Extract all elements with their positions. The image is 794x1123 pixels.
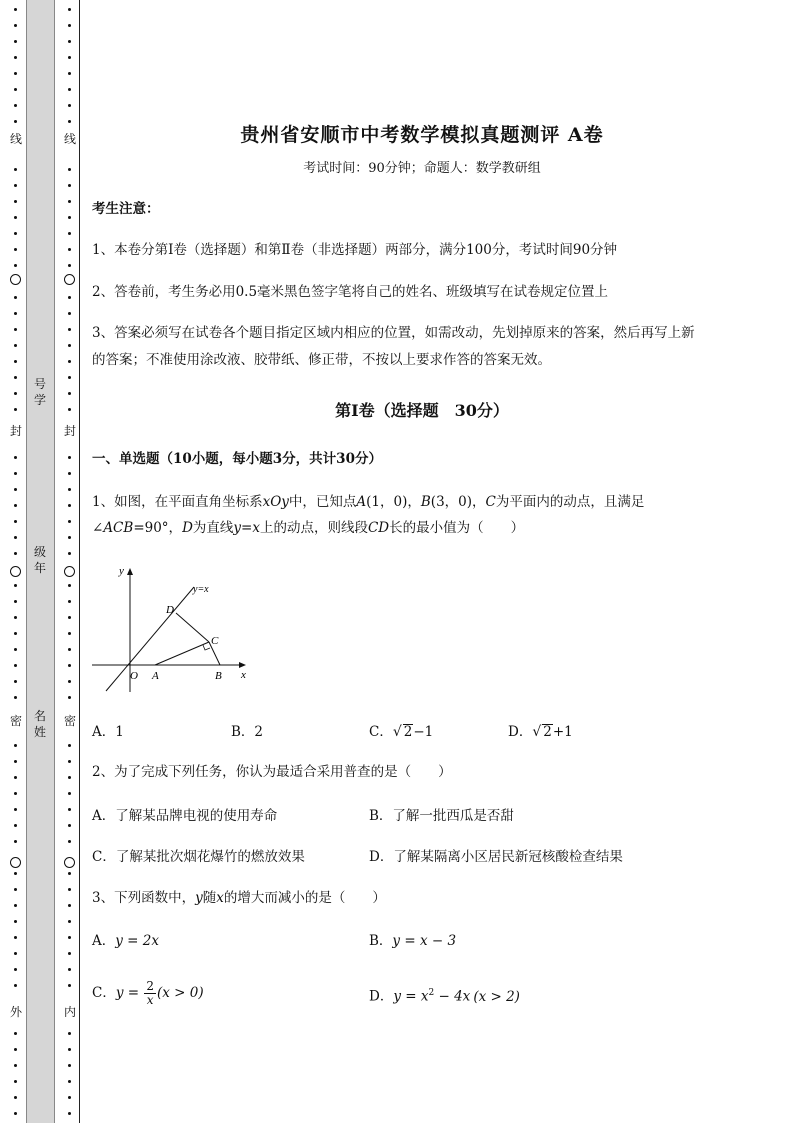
- inner-mark-seal: 封: [63, 424, 76, 438]
- cut-line-dot: [14, 536, 17, 539]
- cut-line-dot: [68, 632, 71, 635]
- cut-line-dot: [14, 552, 17, 555]
- cut-line-dot: [68, 72, 71, 75]
- cut-line-dot: [14, 328, 17, 331]
- cut-line-dot: [14, 184, 17, 187]
- q3-text: 的增大而减小的是（ ）: [223, 890, 386, 906]
- q3-option-d-condition: (x > 2): [473, 988, 520, 1005]
- label-point-c: C: [211, 635, 219, 647]
- q1-point-d: D: [182, 520, 193, 536]
- q3-option-d-label: D．: [369, 988, 394, 1005]
- q1-option-d-radicand: 2: [543, 724, 552, 740]
- cut-line-dot: [14, 680, 17, 683]
- q3-option-d-y: y = x: [393, 988, 429, 1005]
- q1-text: 中，已知点: [288, 494, 357, 510]
- cut-line-dot: [14, 1096, 17, 1099]
- cut-line-dot: [14, 1032, 17, 1035]
- segment-ac: [155, 642, 209, 665]
- cut-line-dot: [68, 344, 71, 347]
- cut-line-dot: [68, 520, 71, 523]
- cut-line-dot: [68, 296, 71, 299]
- cut-line-dot: [14, 584, 17, 587]
- cut-line-dot: [68, 104, 71, 107]
- q2-option-a[interactable]: A．了解某品牌电视的使用寿命: [92, 808, 278, 824]
- cut-line-dot: [14, 360, 17, 363]
- q1-option-c-radicand: 2: [403, 724, 413, 740]
- cut-line-dot: [68, 840, 71, 843]
- q1-line-eq: y=x: [233, 520, 260, 536]
- cut-line-dot: [14, 696, 17, 699]
- cut-line-dot: [14, 408, 17, 411]
- cut-line-dot: [14, 808, 17, 811]
- cut-line-dot: [14, 392, 17, 395]
- cut-line-dot: [68, 1064, 71, 1067]
- cut-line-dot: [14, 1048, 17, 1051]
- inner-mark-secret: 密: [63, 714, 76, 728]
- q1-option-d-rest: +1: [552, 724, 573, 740]
- q1-text: 为平面内的动点，且满足: [495, 494, 645, 510]
- cut-line-dot: [68, 680, 71, 683]
- cut-line-dot: [14, 984, 17, 987]
- field-grade: [28, 544, 52, 576]
- cut-line-dot: [14, 72, 17, 75]
- binding-hole-circle: [10, 566, 21, 577]
- label-point-a: A: [152, 670, 159, 682]
- q1-option-c-label: C．: [369, 724, 393, 740]
- cut-line-dot: [68, 488, 71, 491]
- field-student-number-text: 号学: [33, 377, 46, 407]
- cut-line-dot: [68, 232, 71, 235]
- q3-option-b[interactable]: [369, 931, 456, 951]
- cut-line-dot: [68, 536, 71, 539]
- q3-option-b-expr: y = x − 3: [392, 933, 457, 949]
- cut-line-dot: [68, 360, 71, 363]
- label-y: y: [119, 565, 124, 577]
- q3-option-c-y: y =: [115, 985, 140, 1001]
- cut-line-dot: [68, 392, 71, 395]
- q2-option-c[interactable]: C．了解某批次烟花爆竹的燃放效果: [92, 849, 305, 865]
- q1-text: =90°，: [133, 520, 183, 536]
- cut-line-dot: [14, 904, 17, 907]
- q3-option-a-label: A．: [92, 933, 116, 949]
- outer-mark-secret: 密: [9, 714, 22, 728]
- label-line-eq: y=x: [193, 584, 209, 595]
- q1-point-b: B: [420, 494, 431, 510]
- right-angle-mark: [203, 645, 210, 650]
- cut-line-dot: [14, 504, 17, 507]
- cut-line-dot: [14, 648, 17, 651]
- cut-line-dot: [14, 520, 17, 523]
- cut-line-dot: [68, 1096, 71, 1099]
- q3-option-a[interactable]: [92, 931, 159, 951]
- cut-line-dot: [14, 264, 17, 267]
- cut-line-dot: [14, 120, 17, 123]
- q1-xoy: xOy: [262, 494, 289, 510]
- coordinate-figure: [92, 560, 252, 700]
- field-name-text: 名姓: [33, 709, 46, 739]
- line-y-equals-x: [106, 587, 194, 691]
- cut-line-dot: [68, 744, 71, 747]
- cut-line-dot: [14, 456, 17, 459]
- q2-option-b[interactable]: B．了解一批西瓜是否甜: [369, 808, 514, 824]
- cut-line-dot: [14, 616, 17, 619]
- cut-line-dot: [68, 792, 71, 795]
- fraction-denominator: x: [146, 993, 154, 1007]
- cut-line-dot: [68, 760, 71, 763]
- q1-stem-line1: [92, 489, 644, 516]
- cut-line-dot: [14, 216, 17, 219]
- cut-line-dot: [68, 920, 71, 923]
- cut-line-dot: [68, 88, 71, 91]
- cut-line-dot: [68, 8, 71, 11]
- exponent: 2: [428, 988, 435, 998]
- q3-var-x: x: [216, 890, 224, 906]
- cut-line-dot: [68, 120, 71, 123]
- q3-text: 随: [202, 890, 217, 906]
- cut-line-dot: [68, 184, 71, 187]
- segment-dc: [176, 613, 209, 642]
- cut-line-dot: [14, 24, 17, 27]
- q2-stem: 2、为了完成下列任务，你认为最适合采用普查的是（ ）: [92, 764, 452, 780]
- q1-text: 为直线: [192, 520, 234, 536]
- cut-line-dot: [14, 840, 17, 843]
- cut-line-dot: [68, 168, 71, 171]
- notice-item-1: 1、本卷分第I卷（选择题）和第Ⅱ卷（非选择题）两部分，满分100分，考试时间90分钟: [92, 242, 618, 258]
- cut-line-dot: [14, 920, 17, 923]
- q1-option-d-label: D．: [508, 724, 533, 740]
- cut-line-dot: [68, 776, 71, 779]
- cut-line-dot: [68, 200, 71, 203]
- q1-text: 上的动点，则线段: [259, 520, 368, 536]
- inner-dotted-cut-line: [62, 0, 78, 1123]
- cut-line-dot: [14, 168, 17, 171]
- q3-option-c[interactable]: [92, 980, 204, 1007]
- fraction: [144, 980, 156, 1007]
- cut-line-dot: [14, 824, 17, 827]
- cut-line-dot: [14, 632, 17, 635]
- cut-line-dot: [14, 744, 17, 747]
- cut-line-dot: [68, 984, 71, 987]
- q3-var-y: y: [195, 890, 203, 906]
- cut-line-dot: [14, 248, 17, 251]
- cut-line-dot: [68, 952, 71, 955]
- section-title: 第I卷（选择题 30分）: [335, 401, 509, 420]
- cut-line-dot: [14, 104, 17, 107]
- part-heading: 一、单选题（10小题，每小题3分，共计30分）: [92, 451, 382, 467]
- q1-text: 1、如图，在平面直角坐标系: [92, 494, 263, 510]
- outer-mark-seal: 封: [9, 424, 22, 438]
- q1-text: 长的最小值为（ ）: [389, 520, 525, 536]
- cut-line-dot: [68, 24, 71, 27]
- cut-line-dot: [68, 808, 71, 811]
- q1-option-c-rest: −1: [413, 724, 434, 740]
- cut-line-dot: [68, 600, 71, 603]
- cut-line-dot: [14, 792, 17, 795]
- cut-line-dot: [14, 1064, 17, 1067]
- q1-text: (1，0)，: [366, 494, 421, 510]
- cut-line-dot: [14, 344, 17, 347]
- binding-hole-circle: [64, 566, 75, 577]
- inner-mark-line: 线: [63, 132, 76, 146]
- cut-line-dot: [68, 312, 71, 315]
- cut-line-dot: [68, 824, 71, 827]
- binding-margin: [0, 0, 84, 1123]
- cut-line-dot: [68, 968, 71, 971]
- cut-line-dot: [14, 872, 17, 875]
- cut-line-dot: [68, 584, 71, 587]
- label-point-d: D: [166, 604, 174, 616]
- q1-text: (3，0)，: [430, 494, 486, 510]
- cut-line-dot: [14, 56, 17, 59]
- q3-stem: [92, 885, 386, 912]
- exam-meta: 考试时间：90分钟；命题人：数学教研组: [303, 161, 541, 176]
- cut-line-dot: [68, 40, 71, 43]
- q1-point-c: C: [485, 494, 496, 510]
- cut-line-dot: [68, 664, 71, 667]
- cut-line-dot: [68, 1112, 71, 1115]
- margin-border-line: [79, 0, 80, 1123]
- cut-line-dot: [68, 328, 71, 331]
- q1-point-a: A: [356, 494, 367, 510]
- field-student-number: [28, 376, 52, 408]
- cut-line-dot: [68, 248, 71, 251]
- cut-line-dot: [68, 216, 71, 219]
- cut-line-dot: [14, 600, 17, 603]
- cut-line-dot: [68, 616, 71, 619]
- q1-option-a[interactable]: A．1: [92, 724, 124, 740]
- q1-option-c[interactable]: [369, 722, 433, 742]
- label-point-b: B: [215, 670, 222, 682]
- binding-hole-circle: [64, 274, 75, 285]
- cut-line-dot: [68, 376, 71, 379]
- q3-option-d-rest: − 4x: [434, 988, 471, 1005]
- binding-hole-circle: [10, 857, 21, 868]
- cut-line-dot: [68, 904, 71, 907]
- q3-option-c-label: C．: [92, 985, 116, 1001]
- outer-dotted-cut-line: [8, 0, 24, 1123]
- inner-mark-inside: 内: [63, 1005, 76, 1019]
- cut-line-dot: [68, 408, 71, 411]
- cut-line-dot: [68, 1048, 71, 1051]
- q3-option-a-expr: y = 2x: [115, 933, 159, 949]
- y-axis-arrow: [127, 568, 133, 575]
- cut-line-dot: [68, 264, 71, 267]
- cut-line-dot: [14, 488, 17, 491]
- cut-line-dot: [68, 504, 71, 507]
- notice-heading: 考生注意：: [92, 201, 160, 217]
- cut-line-dot: [14, 776, 17, 779]
- cut-line-dot: [68, 888, 71, 891]
- cut-line-dot: [68, 56, 71, 59]
- q1-segment-cd: CD: [367, 520, 390, 536]
- notice-item-3-cont: 的答案；不准使用涂改液、胶带纸、修正带，不按以上要求作答的答案无效。: [92, 352, 551, 368]
- outer-mark-line: 线: [9, 132, 22, 146]
- cut-line-dot: [68, 552, 71, 555]
- cut-line-dot: [68, 696, 71, 699]
- q3-option-d[interactable]: [369, 983, 520, 1007]
- cut-line-dot: [14, 760, 17, 763]
- q1-option-d[interactable]: [508, 722, 573, 742]
- field-grade-text: 级年: [33, 545, 46, 575]
- cut-line-dot: [14, 1112, 17, 1115]
- q1-stem-line2: [92, 515, 524, 542]
- q1-option-b[interactable]: B．2: [231, 724, 264, 740]
- sqrt-symbol: √: [392, 724, 402, 740]
- label-x: x: [241, 669, 246, 681]
- outer-mark-outside: 外: [9, 1005, 22, 1019]
- q2-option-d[interactable]: D．了解某隔离小区居民新冠核酸检查结果: [369, 849, 623, 865]
- cut-line-dot: [14, 952, 17, 955]
- cut-line-dot: [14, 936, 17, 939]
- field-name: [28, 708, 52, 740]
- binding-hole-circle: [64, 857, 75, 868]
- cut-line-dot: [14, 232, 17, 235]
- fraction-numerator: 2: [146, 979, 155, 993]
- cut-line-dot: [68, 472, 71, 475]
- notice-item-3: 3、答案必须写在试卷各个题目指定区域内相应的位置，如需改动，先划掉原来的答案，然后再写上新: [92, 325, 695, 341]
- notice-item-2: 2、答卷前，考生务必用0.5毫米黑色签字笔将自己的姓名、班级填写在试卷规定位置上: [92, 284, 609, 300]
- cut-line-dot: [68, 648, 71, 651]
- cut-line-dot: [14, 888, 17, 891]
- cut-line-dot: [14, 664, 17, 667]
- cut-line-dot: [68, 1032, 71, 1035]
- x-axis-arrow: [239, 662, 246, 668]
- cut-line-dot: [68, 936, 71, 939]
- cut-line-dot: [14, 296, 17, 299]
- cut-line-dot: [14, 8, 17, 11]
- angle-symbol: ∠: [92, 520, 104, 536]
- cut-line-dot: [68, 456, 71, 459]
- binding-hole-circle: [10, 274, 21, 285]
- page-title: 贵州省安顺市中考数学模拟真题测评 A卷: [240, 124, 604, 146]
- q3-text: 3、下列函数中，: [92, 890, 196, 906]
- q1-acb: ACB: [103, 520, 134, 536]
- label-origin: O: [130, 670, 138, 682]
- cut-line-dot: [14, 1080, 17, 1083]
- cut-line-dot: [68, 872, 71, 875]
- cut-line-dot: [68, 1080, 71, 1083]
- cut-line-dot: [14, 88, 17, 91]
- cut-line-dot: [14, 968, 17, 971]
- cut-line-dot: [14, 312, 17, 315]
- cut-line-dot: [14, 472, 17, 475]
- q3-option-c-condition: (x > 0): [157, 985, 204, 1001]
- cut-line-dot: [14, 376, 17, 379]
- sqrt-symbol: √: [532, 724, 542, 740]
- cut-line-dot: [14, 40, 17, 43]
- q3-option-b-label: B．: [369, 933, 393, 949]
- cut-line-dot: [14, 200, 17, 203]
